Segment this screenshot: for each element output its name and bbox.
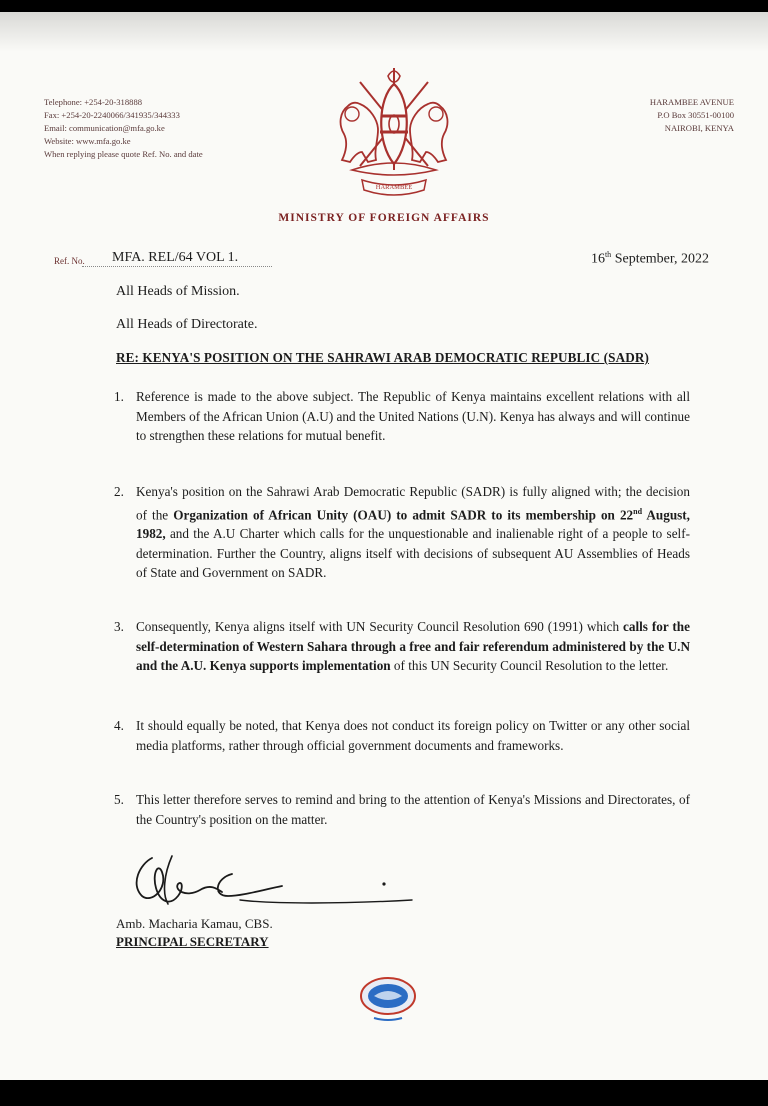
addressee-heads-of-mission: All Heads of Mission. (116, 284, 240, 299)
paragraph-bold-text: Organization of African Unity (OAU) to admit SADR to its membership on 22 (173, 506, 634, 522)
postal-address (650, 96, 734, 135)
signatory-title: PRINCIPAL SECRETARY (116, 934, 269, 949)
fax-line: Fax: +254-20-2240066/341935/344333 (44, 110, 180, 120)
email-line: Email: communication@mfa.go.ke (44, 123, 165, 133)
paragraph-5 (114, 790, 690, 829)
paragraph-number: 1. (114, 389, 124, 404)
paragraph-number: 2. (114, 484, 124, 499)
letter-page (0, 12, 768, 1080)
paragraph-number: 5. (114, 792, 124, 807)
address-box: P.O Box 30551-00100 (657, 110, 734, 120)
telephone-line: Telephone: +254-20-318888 (44, 97, 143, 107)
paragraph-text: Consequently, Kenya aligns itself with UN Security Council Resolution 690 (1991) which (136, 619, 624, 634)
paragraph-text: Reference is made to the above subject. The Republic of Kenya maintains excellent relations with all Members of the African Union (A.U) and the United Nations (U.N). Kenya has always and will continue to strengthen these relations for mutual benefit. (136, 389, 690, 443)
crest-motto: HARAMBEE (375, 184, 413, 191)
paragraph-number: 4. (114, 718, 124, 733)
letter-date (591, 250, 709, 268)
iso-certification-logo (356, 974, 420, 1024)
signatory-name: Amb. Macharia Kamau, CBS. (116, 916, 273, 931)
scan-shadow (0, 12, 768, 52)
subject-line: RE: KENYA'S POSITION ON THE SAHRAWI ARAB DEMOCRATIC REPUBLIC (SADR) (116, 350, 649, 365)
ref-number: MFA. REL/64 VOL 1. (112, 250, 239, 265)
kenya-coat-of-arms (330, 62, 458, 202)
date-rest: September, 2022 (611, 251, 709, 267)
ref-label: Ref. No. (54, 256, 85, 266)
date-day: 16 (590, 251, 605, 267)
paragraph-bold-date: August, 1982, (136, 506, 690, 542)
paragraph-2 (114, 482, 690, 583)
contact-details (44, 96, 203, 161)
website-line: Website: www.mfa.go.ke (44, 136, 131, 146)
address-street: HARAMBEE AVENUE (649, 97, 734, 107)
paragraph-text-cont: of this UN Security Council Resolution to the letter. (390, 658, 669, 673)
handwritten-signature (112, 844, 442, 914)
address-city: NAIROBI, KENYA (664, 123, 734, 133)
ministry-name: MINISTRY OF FOREIGN AFFAIRS (278, 212, 490, 224)
paragraph-text-cont: and the A.U Charter which calls for the unquestionable and inalienable right of a people to self-determination. Further the Country, aligns itself with decisions of subsequent AU Assemblies of Heads of State and Government on SADR. (136, 526, 690, 581)
date-suffix: th (604, 250, 612, 259)
paragraph-1 (114, 387, 690, 446)
paragraph-text: Kenya's position on the Sahrawi Arab Democratic Republic (SADR) is fully aligned with; the decision of the (136, 484, 690, 522)
paragraph-text: This letter therefore serves to remind and bring to the attention of Kenya's Missions and Directorates, of the Country's position on the matter. (136, 792, 690, 827)
paragraph-number: 3. (114, 619, 124, 634)
reply-note: When replying please quote Ref. No. and date (44, 149, 203, 159)
paragraph-3 (114, 617, 690, 676)
ref-dotted-line (82, 266, 272, 267)
reference-row (54, 250, 709, 270)
paragraph-bold-text: calls for the self-determination of Western Sahara through a free and fair referendum administered by the U.N and the A.U. Kenya supports implementation (136, 619, 690, 673)
addressee-heads-of-directorate: All Heads of Directorate. (116, 317, 258, 332)
paragraph-4 (114, 716, 690, 755)
paragraph-text: It should equally be noted, that Kenya does not conduct its foreign policy on Twitter or any other social media platforms, rather through official government documents and frameworks. (136, 718, 690, 753)
ordinal-suffix: nd (633, 506, 643, 516)
